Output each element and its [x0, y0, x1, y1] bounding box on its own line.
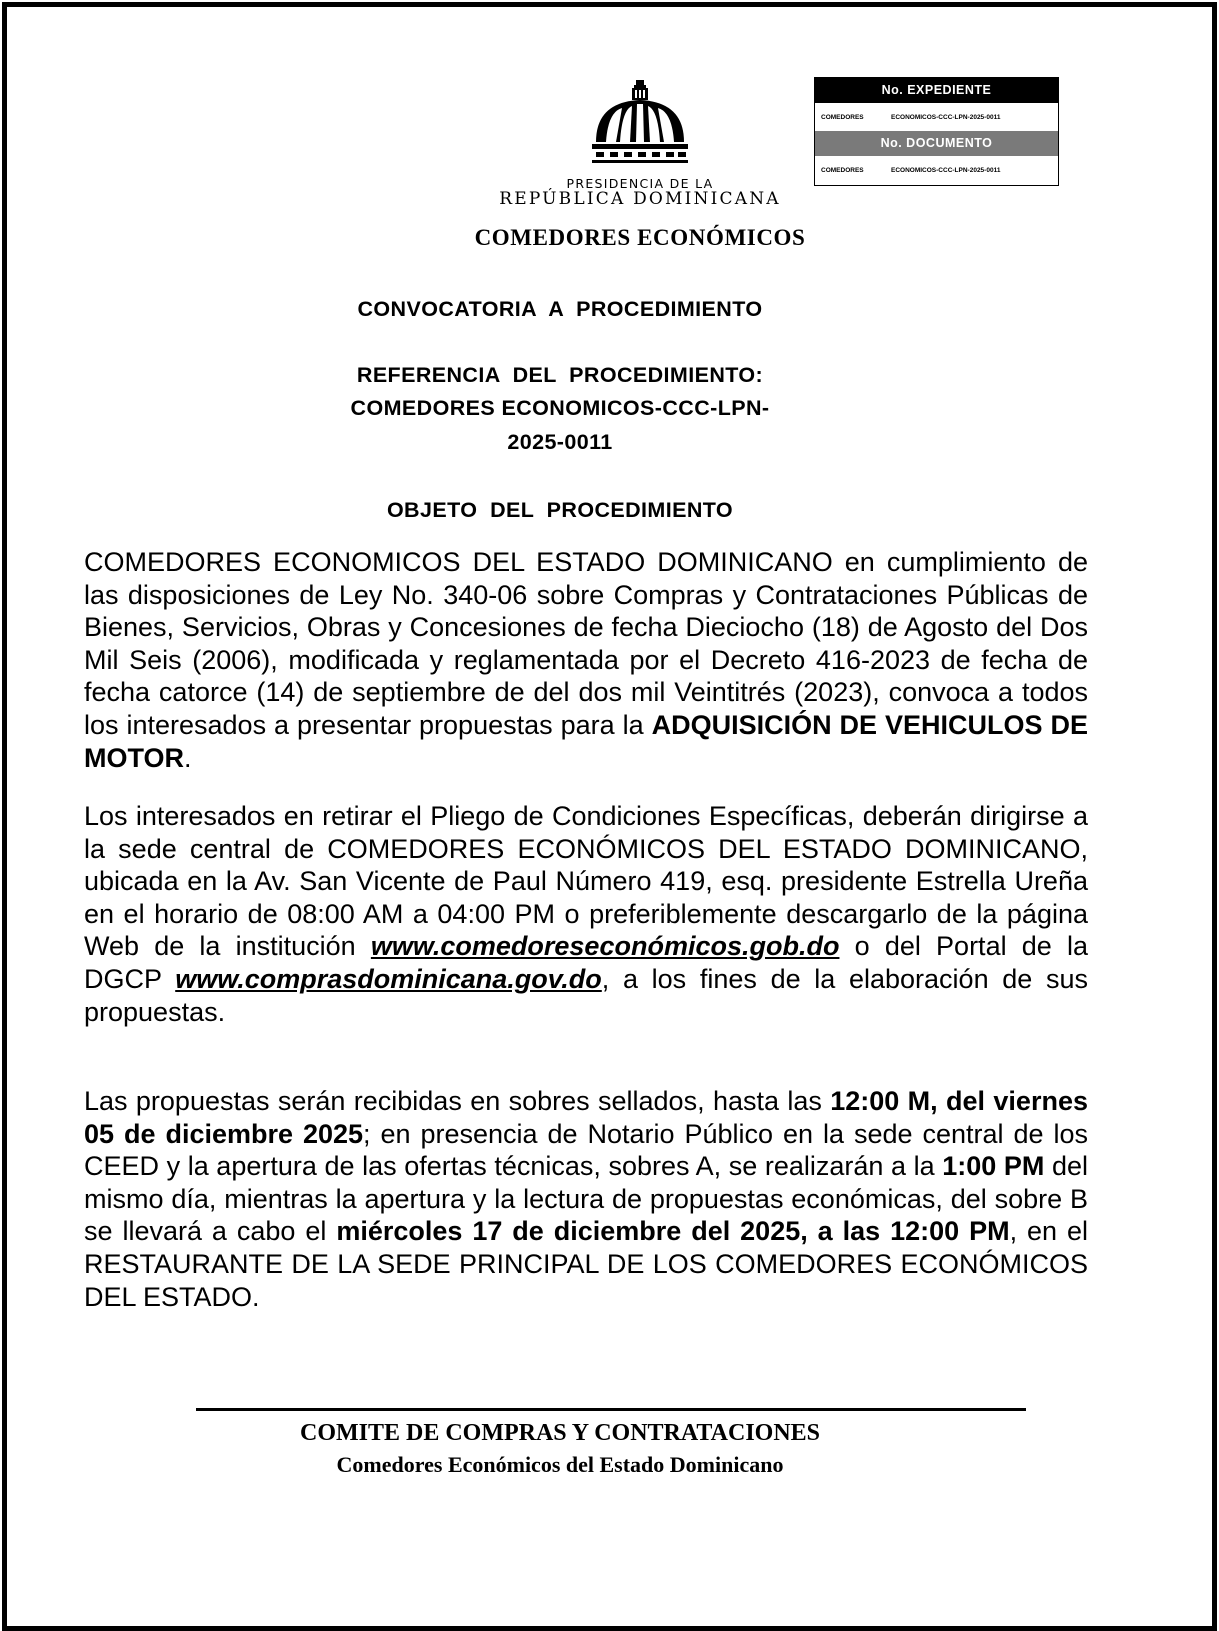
p2-end: , a los fines de la elaboración de sus propuestas. — [84, 963, 1088, 1027]
institution-name: Comedores Económicos del Estado Dominicano — [336, 1452, 784, 1477]
paragraph-objeto — [84, 546, 1088, 774]
presidencia-line1: PRESIDENCIA DE LA — [566, 176, 714, 191]
p1-text: COMEDORES ECONOMICOS DEL ESTADO DOMINICANO en cumplimiento de las disposiciones de Ley No. 340-06 sobre Compras y Contrataciones Públicas de Bienes, Servicios, Obras y Concesiones de fecha Dieciocho (18) de Agosto del Dos Mil Seis (2006), modificada y reglamentada por el Decreto 416-2023 de fecha de fecha catorce (14) de septiembre de del dos mil Veintitrés (2023), convoca a todos los interesados a presentar propuestas para la — [84, 547, 1088, 740]
paragraph-pliego — [84, 800, 1088, 1028]
p3-t2: ; en presencia de Notario Público en la sede central de los CEED y la apertura de las ofertas técnicas, sobres A, se realizarán a la — [84, 1118, 1088, 1182]
dome-emblem-logo — [592, 80, 688, 172]
documento-row — [815, 156, 1058, 184]
link-compras-dominicana[interactable]: www.comprasdominicana.gov.do — [175, 963, 602, 994]
expediente-label: No. EXPEDIENTE — [815, 78, 1058, 103]
p3-opening-date: miércoles 17 de diciembre del 2025, a las 12:00 PM — [336, 1216, 1010, 1247]
presidencia-line2: REPÚBLICA DOMINICANA — [499, 189, 781, 209]
committee-name: COMITE DE COMPRAS Y CONTRATACIONES — [299, 1420, 821, 1446]
paragraph-propuestas — [84, 1085, 1088, 1313]
signature-line — [196, 1408, 1026, 1411]
convocatoria-heading: CONVOCATORIA A PROCEDIMIENTO — [357, 297, 763, 321]
expediente-row — [815, 103, 1058, 131]
p1-object: ADQUISICIÓN DE VEHICULOS DE MOTOR — [84, 709, 1089, 773]
documento-col2: ECONOMICOS-CCC-LPN-2025-0011 — [891, 166, 1001, 174]
p2-middle: o del Portal de la DGCP — [84, 931, 1088, 994]
expediente-col1: COMEDORES — [821, 113, 864, 121]
p3-deadline: 12:00 M, del viernes 05 de diciembre 2025 — [84, 1086, 1088, 1149]
p1-end: . — [184, 742, 192, 773]
link-comedores-website[interactable]: www.comedoreseconómicos.gob.do — [370, 931, 840, 962]
referencia-heading-line1: REFERENCIA DEL PROCEDIMIENTO: — [356, 363, 764, 387]
p3-t3: del mismo día, mientras la apertura y la lectura de propuestas económicas, del sobre B se llevará a cabo el — [84, 1151, 1088, 1247]
referencia-heading-line2: COMEDORES ECONOMICOS-CCC-LPN- — [350, 396, 770, 420]
p3-t4: , en el RESTAURANTE DE LA SEDE PRINCIPAL DE LOS COMEDORES ECONÓMICOS DEL ESTADO. — [84, 1216, 1088, 1312]
org-name: COMEDORES ECONÓMICOS — [474, 225, 806, 250]
p3-time: 1:00 PM — [942, 1151, 1045, 1182]
documento-label: No. DOCUMENTO — [815, 131, 1058, 156]
p2-text: Los interesados en retirar el Pliego de Condiciones Específicas, deberán dirigirse a la sede central de COMEDORES ECONÓMICOS DEL ESTADO DOMINICANO, ubicada en la Av. San Vicente de Paul Número 419, esq. presidente Estrella Ureña en el horario de 08:00 AM a 04:00 PM o preferiblemente descargarlo de la página Web de la institución — [84, 801, 1088, 962]
referencia-heading-line3: 2025-0011 — [507, 430, 613, 454]
expediente-col2: ECONOMICOS-CCC-LPN-2025-0011 — [891, 113, 1001, 121]
objeto-heading: OBJETO DEL PROCEDIMIENTO — [386, 498, 734, 522]
p3-t1: Las propuestas serán recibidas en sobres sellados, hasta las — [84, 1086, 831, 1116]
expediente-box — [814, 77, 1059, 186]
documento-col1: COMEDORES — [821, 166, 864, 174]
